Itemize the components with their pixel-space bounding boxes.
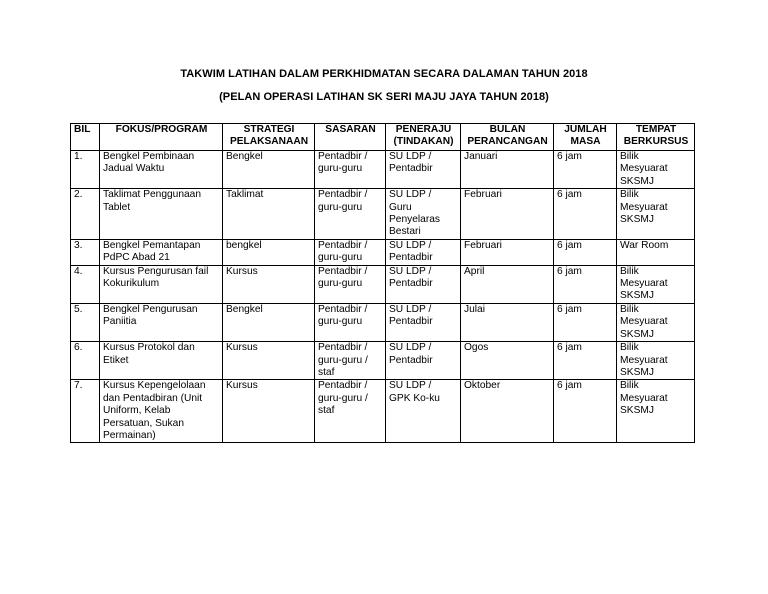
cell-text: SKSMJ — [620, 290, 654, 302]
cell-text: Januari — [464, 151, 498, 162]
header-text: FOKUS/PROGRAM — [115, 124, 208, 135]
table-row — [71, 342, 695, 380]
col-bulan-cell — [461, 151, 554, 189]
col-bulan-cell — [461, 380, 554, 443]
cell-text: SU LDP / — [389, 189, 432, 201]
col-peneraju-header — [386, 124, 461, 151]
col-tempat-cell — [617, 151, 695, 189]
cell-text: Tablet — [103, 201, 131, 213]
cell-text: 5. — [74, 303, 83, 315]
cell-text: guru-guru / — [318, 354, 368, 366]
header-text: STRATEGI — [243, 124, 295, 135]
cell-text: GPK Ko-ku — [389, 392, 440, 404]
cell-text: 6 jam — [557, 189, 582, 201]
cell-text: Mesyuarat — [620, 392, 668, 404]
cell-text: guru-guru — [318, 252, 363, 264]
cell-text: 6 jam — [557, 265, 582, 277]
cell-text: Bilik — [620, 151, 639, 162]
col-jumlah-masa-cell — [554, 303, 617, 341]
cell-text: Kursus — [226, 265, 258, 277]
col-peneraju-cell — [386, 265, 461, 303]
col-strategi-cell — [223, 151, 315, 189]
col-strategi-cell — [223, 239, 315, 265]
col-bil-cell — [71, 380, 100, 443]
cell-text: staf — [318, 405, 335, 417]
cell-text: guru-guru — [318, 201, 363, 213]
cell-text: Pentadbir / — [318, 239, 368, 251]
table-body — [71, 151, 695, 443]
cell-text: Julai — [464, 303, 485, 315]
header-text: PENERAJU — [395, 124, 452, 135]
cell-text: April — [464, 265, 485, 277]
col-bil-cell — [71, 239, 100, 265]
cell-text: Kursus Kepengelolaan — [103, 380, 206, 392]
col-bulan-cell — [461, 239, 554, 265]
cell-text: Kokurikulum — [103, 278, 160, 290]
col-tempat-cell — [617, 265, 695, 303]
col-bulan-cell — [461, 303, 554, 341]
cell-text: Persatuan, Sukan — [103, 417, 184, 429]
cell-text: Kursus Protokol dan — [103, 342, 195, 354]
cell-text: Mesyuarat — [620, 316, 668, 328]
cell-text: 7. — [74, 380, 83, 392]
cell-text: Pentadbir / — [318, 151, 368, 162]
cell-text: SU LDP / — [389, 303, 432, 315]
cell-text: Mesyuarat — [620, 278, 668, 290]
col-bulan-cell — [461, 265, 554, 303]
cell-text: Bilik — [620, 380, 639, 392]
col-sasaran-cell — [315, 189, 386, 240]
header-text: BULAN — [489, 124, 526, 135]
col-bil-cell — [71, 151, 100, 189]
cell-text: Pentadbir / — [318, 303, 368, 315]
cell-text: Paniitia — [103, 316, 137, 328]
col-fokus-program-header — [100, 124, 223, 151]
cell-text: Ogos — [464, 342, 489, 354]
cell-text: SKSMJ — [620, 328, 654, 340]
cell-text: Februari — [464, 239, 502, 251]
cell-text: Taklimat Penggunaan — [103, 189, 201, 201]
cell-text: Mesyuarat — [620, 201, 668, 213]
col-peneraju-cell — [386, 239, 461, 265]
cell-text: Bengkel — [226, 303, 263, 315]
table-row — [71, 303, 695, 341]
cell-text: 4. — [74, 265, 83, 277]
col-peneraju-cell — [386, 380, 461, 443]
cell-text: War Room — [620, 239, 669, 251]
cell-text: SKSMJ — [620, 405, 654, 417]
col-peneraju-cell — [386, 151, 461, 189]
training-schedule-table — [70, 123, 695, 443]
col-bil-cell — [71, 342, 100, 380]
cell-text: Bilik — [620, 189, 639, 201]
cell-text: Pentadbir / — [318, 342, 368, 354]
col-fokus-program-cell — [100, 151, 223, 189]
col-fokus-program-cell — [100, 342, 223, 380]
col-bil-cell — [71, 189, 100, 240]
col-fokus-program-cell — [100, 265, 223, 303]
cell-text: SU LDP / — [389, 239, 432, 251]
col-strategi-header — [223, 124, 315, 151]
col-tempat-cell — [617, 189, 695, 240]
col-strategi-cell — [223, 303, 315, 341]
header-text: TEMPAT — [635, 124, 677, 135]
document-title: TAKWIM LATIHAN DALAM PERKHIDMATAN SECARA DALAMAN TAHUN 2018 — [180, 68, 588, 80]
cell-text: 6 jam — [557, 239, 582, 251]
cell-text: guru-guru — [318, 316, 363, 328]
col-jumlah-masa-cell — [554, 239, 617, 265]
col-peneraju-cell — [386, 303, 461, 341]
cell-text: SKSMJ — [620, 366, 654, 378]
col-strategi-cell — [223, 189, 315, 240]
cell-text: Mesyuarat — [620, 163, 668, 175]
col-peneraju-cell — [386, 189, 461, 240]
cell-text: Pentadbir — [389, 163, 433, 175]
col-peneraju-cell — [386, 342, 461, 380]
col-sasaran-cell — [315, 303, 386, 341]
header-text: PELAKSANAAN — [229, 136, 309, 148]
col-fokus-program-cell — [100, 380, 223, 443]
cell-text: Pentadbir — [389, 316, 433, 328]
header-text: SASARAN — [325, 124, 376, 135]
cell-text: staf — [318, 366, 335, 378]
cell-text: Kursus Pengurusan fail — [103, 265, 209, 277]
cell-text: SKSMJ — [620, 175, 654, 187]
cell-text: SU LDP / — [389, 380, 432, 392]
cell-text: dan Pentadbiran (Unit — [103, 392, 203, 404]
col-bulan-cell — [461, 189, 554, 240]
cell-text: Bilik — [620, 342, 639, 354]
col-bulan-header — [461, 124, 554, 151]
cell-text: Kursus — [226, 380, 258, 392]
cell-text: Jadual Waktu — [103, 163, 165, 175]
col-sasaran-cell — [315, 380, 386, 443]
cell-text: PdPC Abad 21 — [103, 252, 170, 264]
col-bil-cell — [71, 303, 100, 341]
col-bil-header — [71, 124, 100, 151]
col-jumlah-masa-cell — [554, 189, 617, 240]
cell-text: guru-guru / — [318, 392, 368, 404]
cell-text: Pentadbir / — [318, 380, 368, 392]
cell-text: 6 jam — [557, 342, 582, 354]
col-strategi-cell — [223, 265, 315, 303]
cell-text: Bengkel — [226, 151, 263, 162]
table-row — [71, 265, 695, 303]
cell-text: Taklimat — [226, 189, 264, 201]
cell-text: Kursus — [226, 342, 258, 354]
col-fokus-program-cell — [100, 303, 223, 341]
col-jumlah-masa-header — [554, 124, 617, 151]
col-tempat-cell — [617, 380, 695, 443]
cell-text: Bengkel Pemantapan — [103, 239, 201, 251]
col-tempat-header — [617, 124, 695, 151]
col-jumlah-masa-cell — [554, 265, 617, 303]
cell-text: Pentadbir — [389, 354, 433, 366]
col-sasaran-cell — [315, 265, 386, 303]
col-jumlah-masa-cell — [554, 342, 617, 380]
cell-text: Pentadbir — [389, 278, 433, 290]
col-sasaran-cell — [315, 342, 386, 380]
col-jumlah-masa-cell — [554, 151, 617, 189]
col-sasaran-header — [315, 124, 386, 151]
cell-text: 3. — [74, 239, 83, 251]
document-subtitle: (PELAN OPERASI LATIHAN SK SERI MAJU JAYA TAHUN 2018) — [219, 91, 549, 103]
cell-text: 2. — [74, 189, 83, 201]
col-sasaran-cell — [315, 239, 386, 265]
col-tempat-cell — [617, 239, 695, 265]
cell-text: Bestari — [389, 226, 421, 238]
cell-text: Etiket — [103, 354, 129, 366]
header-text: (TINDAKAN) — [393, 136, 454, 148]
col-tempat-cell — [617, 342, 695, 380]
table-row — [71, 380, 695, 443]
cell-text: Pentadbir — [389, 252, 433, 264]
cell-text: guru-guru — [318, 163, 363, 175]
col-fokus-program-cell — [100, 239, 223, 265]
table-row — [71, 189, 695, 240]
cell-text: SU LDP / — [389, 265, 432, 277]
cell-text: Mesyuarat — [620, 354, 668, 366]
cell-text: Bilik — [620, 303, 639, 315]
cell-text: 6 jam — [557, 151, 582, 162]
table-row — [71, 151, 695, 189]
col-bulan-cell — [461, 342, 554, 380]
cell-text: 6 jam — [557, 303, 582, 315]
cell-text: Oktober — [464, 380, 501, 392]
cell-text: guru-guru — [318, 278, 363, 290]
col-fokus-program-cell — [100, 189, 223, 240]
col-strategi-cell — [223, 380, 315, 443]
cell-text: Pentadbir / — [318, 189, 368, 201]
cell-text: SU LDP / — [389, 151, 432, 162]
col-bil-cell — [71, 265, 100, 303]
col-tempat-cell — [617, 303, 695, 341]
header-text: BIL — [74, 124, 91, 135]
header-row — [71, 124, 695, 151]
cell-text: 1. — [74, 151, 83, 162]
cell-text: SKSMJ — [620, 214, 654, 226]
cell-text: Bengkel Pengurusan — [103, 303, 198, 315]
cell-text: Pentadbir / — [318, 265, 368, 277]
header-text: BERKURSUS — [623, 136, 689, 148]
col-jumlah-masa-cell — [554, 380, 617, 443]
cell-text: Bengkel Pembinaan — [103, 151, 195, 162]
table-row — [71, 239, 695, 265]
header-text: JUMLAH — [564, 124, 607, 135]
cell-text: 6 jam — [557, 380, 582, 392]
cell-text: Februari — [464, 189, 502, 201]
header-text: PERANCANGAN — [467, 136, 548, 148]
cell-text: 6. — [74, 342, 83, 354]
cell-text: Uniform, Kelab — [103, 405, 171, 417]
cell-text: Guru — [389, 201, 412, 213]
header-text: MASA — [570, 136, 601, 148]
col-sasaran-cell — [315, 151, 386, 189]
cell-text: Permainan) — [103, 429, 156, 441]
cell-text: Penyelaras — [389, 214, 440, 226]
col-strategi-cell — [223, 342, 315, 380]
cell-text: Bilik — [620, 265, 639, 277]
cell-text: SU LDP / — [389, 342, 432, 354]
cell-text: bengkel — [226, 239, 262, 251]
